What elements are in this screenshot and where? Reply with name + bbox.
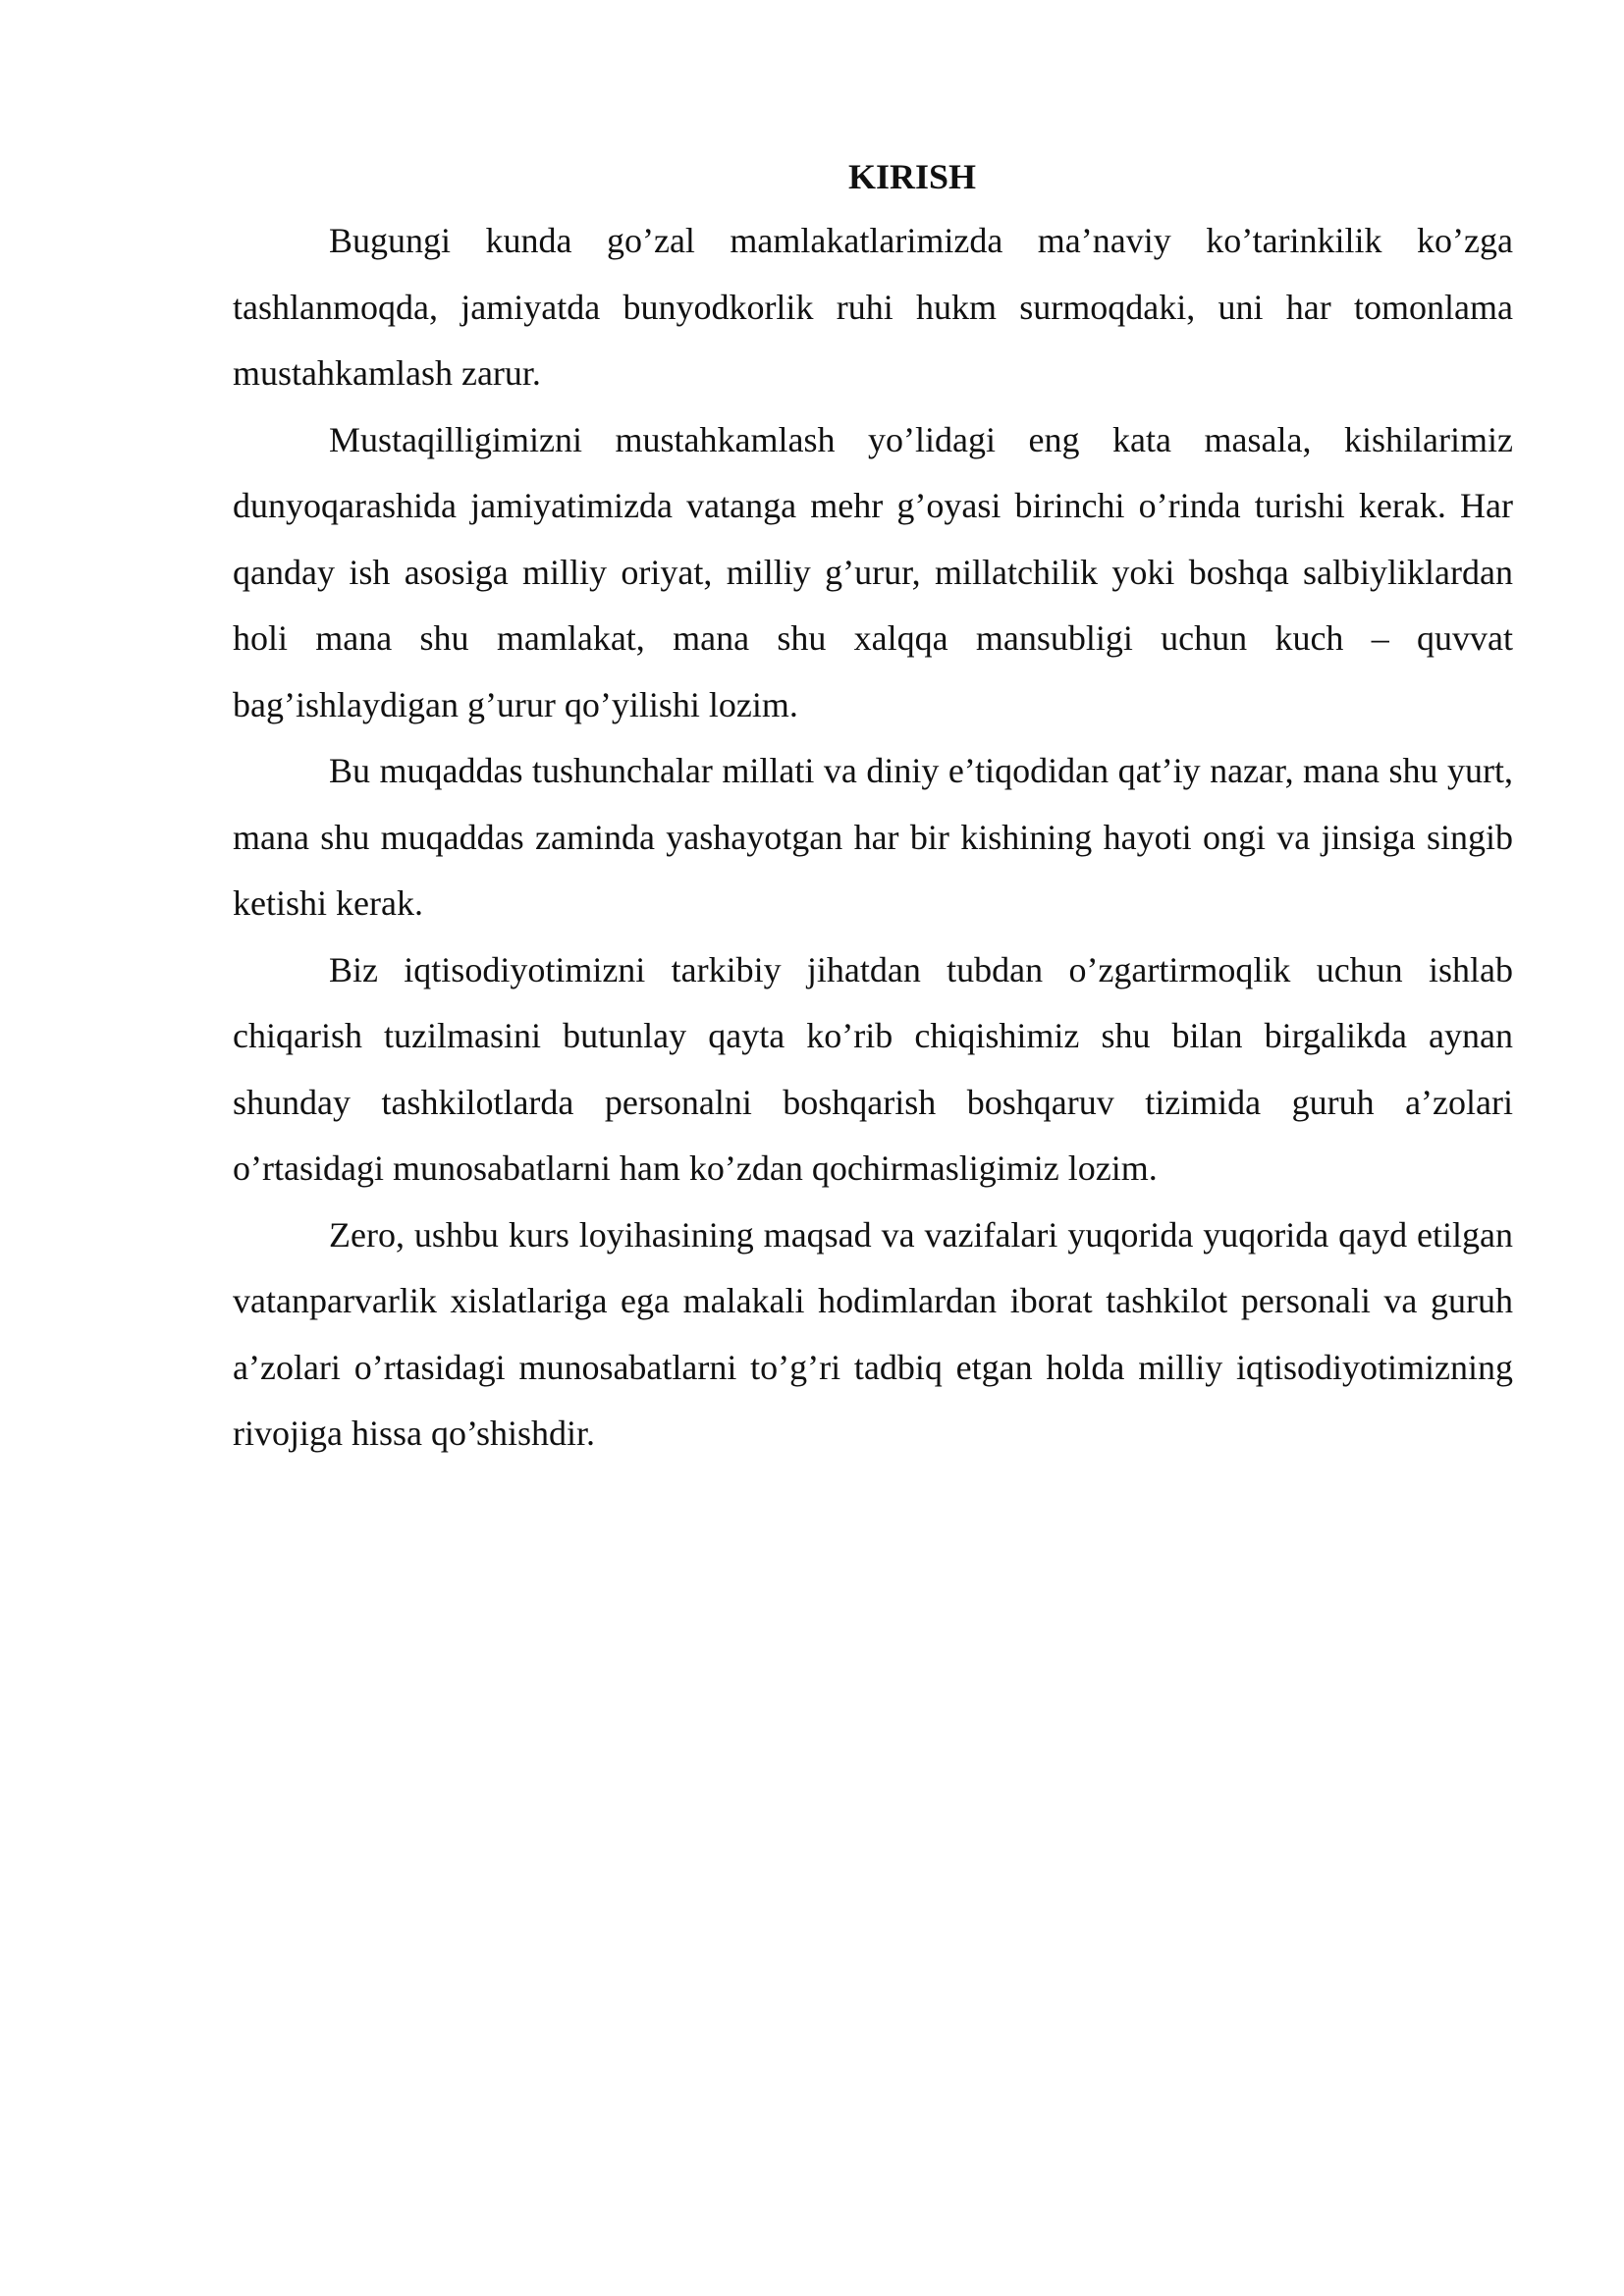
paragraph-1: Bugungi kunda go’zal mamlakatlarimizda ma’naviy ko’tarinkilik ko’zga tashlanmoqda, jamiyatda bunyodkorlik ruhi hukm surmoqdaki, uni har tomonlama mustahkamlash zarur. [233,221,1513,393]
paragraph-3: Bu muqaddas tushunchalar millati va diniy e’tiqodidan qat’iy nazar, mana shu yurt, mana shu muqaddas zaminda yashayotgan har bir kishining hayoti ongi va jinsiga singib ketishi kerak. [233,751,1513,923]
paragraph-4: Biz iqtisodiyotimizni tarkibiy jihatdan tubdan o’zgartirmoqlik uchun ishlab chiqarish tuzilmasini butunlay qayta ko’rib chiqishimiz shu bilan birgalikda aynan shunday tashkilotlarda personalni boshqarish boshqaruv tizimida guruh a’zolari o’rtasidagi munosabatlarni ham ko’zdan qochirmasligimiz lozim. [233,949,1513,1188]
document-body [233,147,1513,1468]
paragraph-2: Mustaqilligimizni mustahkamlash yo’lidagi eng kata masala, kishilarimiz dunyoqarashida jamiyatimizda vatanga mehr g’oyasi birinchi o’rinda turishi kerak. Har qanday ish asosiga milliy oriyat, milliy g’urur, millatchilik yoki boshqa salbiyliklardan holi mana shu mamlakat, mana shu xalqqa mansubligi uchun kuch – quvvat bag’ishlaydigan g’urur qo’yilishi lozim. [233,419,1513,724]
page-title: KIRISH [847,157,977,196]
paragraph-5: Zero, ushbu kurs loyihasining maqsad va vazifalari yuqorida yuqorida qayd etilgan vatanparvarlik xislatlariga ega malakali hodimlardan iborat tashkilot personali va guruh a’zolari o’rtasidagi munosabatlarni to’g’ri tadbiq etgan holda milliy iqtisodiyotimizning rivojiga hissa qo’shishdir. [233,1214,1513,1453]
